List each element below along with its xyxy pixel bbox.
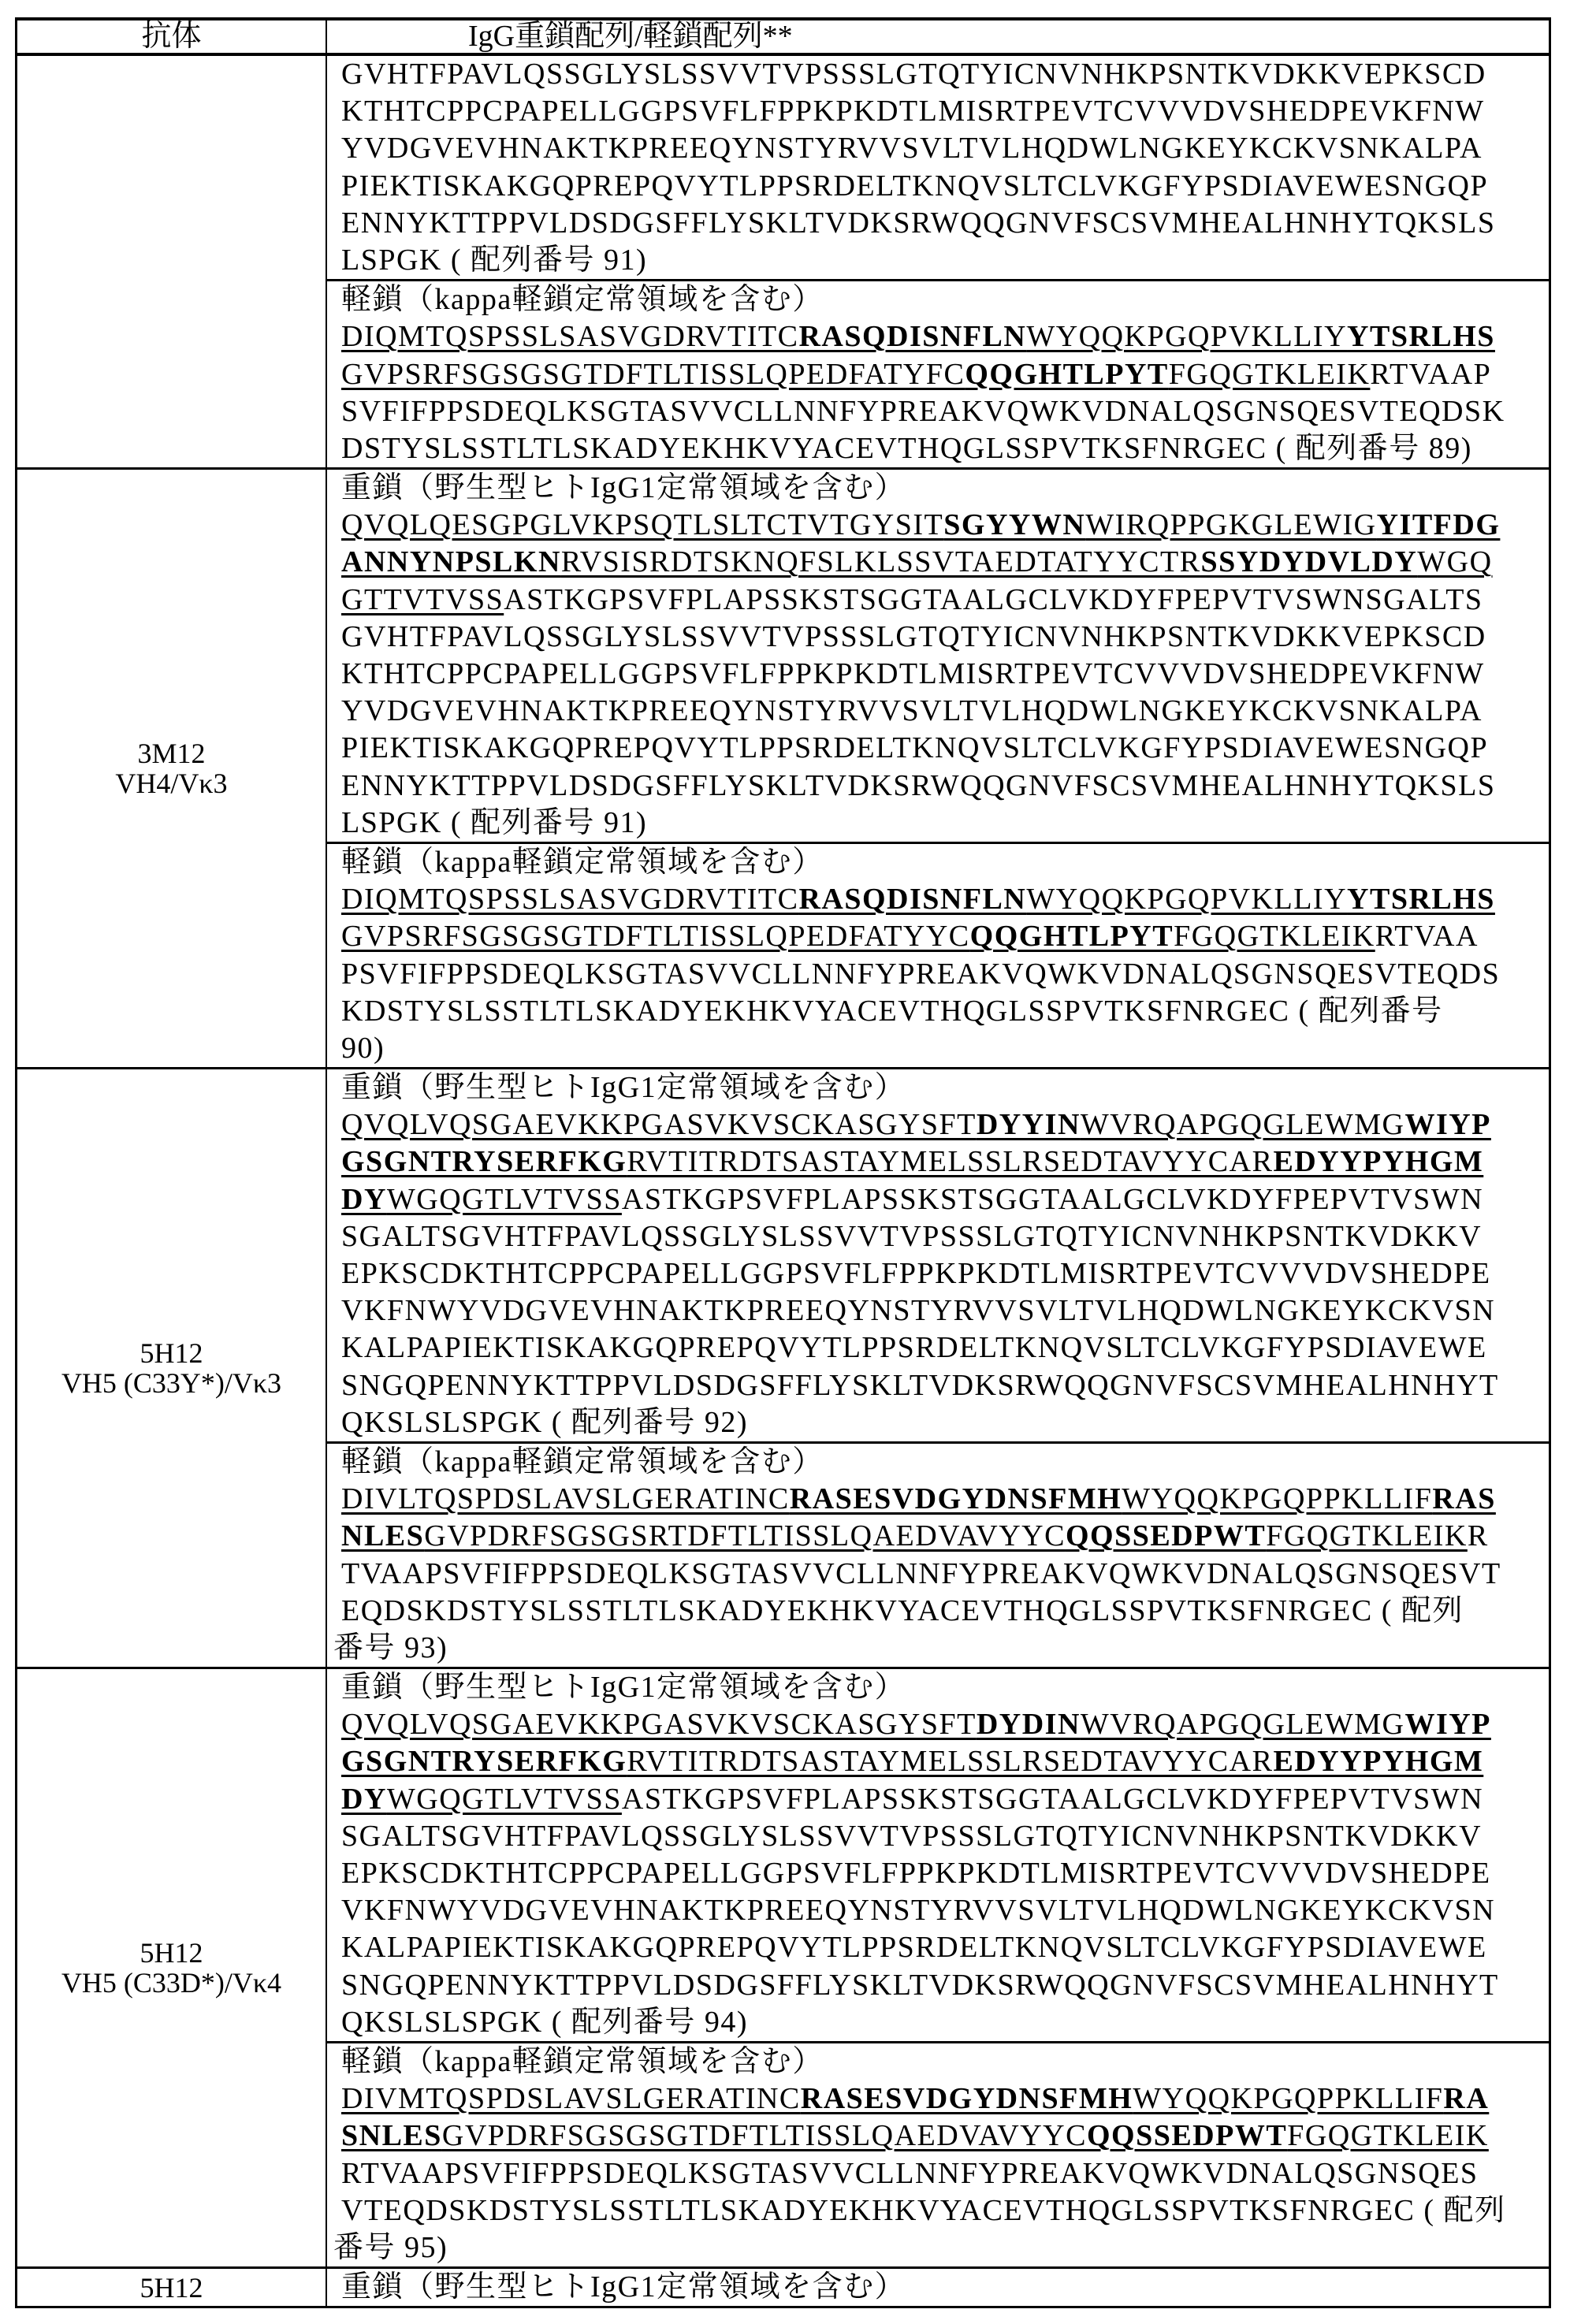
sequence-line [327, 2080, 1549, 2118]
sequence-line [327, 2004, 1549, 2041]
sequence-line [327, 1143, 1549, 1181]
variable-region-segment: WYQQKPGQPVKLLIY [1026, 320, 1348, 354]
sequence-line [327, 1481, 1549, 1518]
heavy-chain-section [327, 470, 1549, 842]
cdr-segment: DYDIN [976, 1708, 1081, 1742]
sequence-line [327, 1855, 1549, 1892]
sequence-cell [327, 56, 1549, 467]
sequence-text: YVDGVEVHNAKTKPREEQYNSTYRVVSVLTVLHQDWLNGKEYKCKVSNKALPA [341, 132, 1483, 165]
cdr-segment: DY [341, 1782, 387, 1816]
antibody-name: 3M12 [137, 738, 206, 770]
sequence-line [327, 805, 1549, 842]
section-label-text: 重鎖（野生型ヒトIgG1定常領域を含む） [341, 1671, 906, 1705]
section-label-text: 重鎖（野生型ヒトIgG1定常領域を含む） [341, 2270, 906, 2304]
sequence-line [327, 242, 1549, 279]
sequence-line [327, 619, 1549, 656]
antibody-variant: VH5 (C33D*)/Vκ4 [61, 1967, 282, 1999]
sequence-text: YVDGVEVHNAKTKPREEQYNSTYRVVSVLTVLHQDWLNGKEYKCKVSNKALPA [341, 694, 1483, 728]
section-label [327, 2043, 1549, 2080]
section-label [327, 1069, 1549, 1106]
table-row [17, 1667, 1549, 2266]
variable-region-segment: FGQGTKLEIK [1168, 357, 1371, 391]
antibody-name: 5H12 [140, 1337, 203, 1370]
sequence-line [327, 1404, 1549, 1441]
sequence-line [327, 1630, 1549, 1667]
sequence-line [327, 205, 1549, 242]
section-label-text: 軽鎖（kappa軽鎖定常領域を含む） [341, 283, 824, 317]
sequence-text: KALPAPIEKTISKAKGQPREPQVYTLPPSRDELTKNQVSLTCLVKGFYPSDIAVEWE [341, 1931, 1487, 1965]
sequence-text: RTVAAP [1370, 357, 1492, 391]
light-chain-section [327, 1441, 1549, 1667]
section-label-text: 軽鎖（kappa軽鎖定常領域を含む） [341, 2044, 824, 2078]
sequence-line [327, 1706, 1549, 1743]
variable-region-segment: GVPSRFSGSGSGTDFTLTISSLQPEDFATYFC [341, 357, 965, 391]
sequence-text: PSVFIFPPSDEQLKSGTASVVCLLNNFYPREAKVQWKVDNALQSGNSQESVTEQDS [341, 957, 1501, 991]
sequence-text: KALPAPIEKTISKAKGQPREPQVYTLPPSRDELTKNQVSLTCLVKGFYPSDIAVEWE [341, 1331, 1487, 1365]
sequence-text: QKSLSLSPGK ( 配列番号 92) [341, 1405, 749, 1439]
table-row [17, 1067, 1549, 1667]
cdr-segment: SGYYWN [943, 508, 1086, 542]
sequence-line [327, 1781, 1549, 1818]
heavy-chain-section [327, 56, 1549, 279]
sequence-line [327, 1255, 1549, 1292]
cdr-segment: GSGNTRYSERFKG [341, 1145, 627, 1179]
section-label [327, 2269, 1549, 2306]
heavy-chain-section [327, 1669, 1549, 2041]
antibody-cell [17, 2269, 327, 2306]
cdr-segment: DY [341, 1182, 387, 1216]
sequence-line [327, 693, 1549, 730]
sequence-text: SNGQPENNYKTTPPVLDSDGSFFLYSKLTVDKSRWQQGNVFSCSVMHEALHNHYT [341, 1368, 1499, 1402]
sequence-text: TVAAPSVFIFPPSDEQLKSGTASVVCLLNNFYPREAKVQWKVDNALQSGNSQESVT [341, 1556, 1501, 1590]
sequence-text: ASTKGPSVFPLAPSSKSTSGGTAALGCLVKDYFPEPVTVSWN [621, 1782, 1484, 1816]
variable-region-segment: GVPSRFSGSGSGTDFTLTISSLQPEDFATYYC [341, 920, 970, 954]
sequence-text: PIEKTISKAKGQPREPQVYTLPPSRDELTKNQVSLTCLVKGFYPSDIAVEWESNGQP [341, 731, 1489, 765]
section-label-text: 軽鎖（kappa軽鎖定常領域を含む） [341, 1445, 824, 1478]
sequence-text: VKFNWYVDGVEVHNAKTKPREEQYNSTYRVVSVLTVLHQDWLNGKEYKCKVSN [341, 1894, 1496, 1928]
sequence-text: GVHTFPAVLQSSGLYSLSSVVTVPSSSLGTQTYICNVNHKPSNTKVDKKVEPKSCD [341, 619, 1486, 653]
antibody-variant: VH5 (C33Y*)/Vκ3 [61, 1367, 282, 1400]
cdr-segment: QQGHTLPYT [965, 357, 1169, 391]
variable-region-segment: WVRQAPGQGLEWMG [1080, 1708, 1405, 1742]
section-label [327, 844, 1549, 881]
cdr-segment: RAS [1432, 1482, 1496, 1516]
variable-region-segment: WGQ [1417, 545, 1493, 579]
sequence-line [327, 318, 1549, 355]
section-label [327, 1669, 1549, 1706]
variable-region-segment: WGQGTLVTVSS [386, 1182, 622, 1216]
light-chain-section [327, 842, 1549, 1067]
table-row [17, 56, 1549, 467]
section-label-text: 重鎖（野生型ヒトIgG1定常領域を含む） [341, 471, 906, 505]
sequence-line [327, 730, 1549, 767]
sequence-text: SGALTSGVHTFPAVLQSSGLYSLSSVVTVPSSSLGTQTYICNVNHKPSNTKVDKKV [341, 1819, 1483, 1853]
sequence-text: PIEKTISKAKGQPREPQVYTLPPSRDELTKNQVSLTCLVKGFYPSDIAVEWESNGQP [341, 169, 1489, 203]
heavy-chain-section [327, 2269, 1549, 2306]
sequence-text: SVFIFPPSDEQLKSGTASVVCLLNNFYPREAKVQWKVDNALQSGNSQESVTEQDSK [341, 394, 1505, 428]
cdr-segment: WIYP [1404, 1108, 1491, 1142]
sequence-text: QKSLSLSPGK ( 配列番号 94) [341, 2005, 749, 2039]
sequence-text: KTHTCPPCPAPELLGGPSVFLFPPKPKDTLMISRTPEVTCVVVDVSHEDPEVKFNW [341, 95, 1485, 128]
sequence-line [327, 768, 1549, 805]
variable-region-segment: WVRQAPGQGLEWMG [1080, 1108, 1405, 1142]
antibody-variant: VH4/Vκ3 [115, 768, 228, 800]
sequence-text: LSPGK ( 配列番号 91) [341, 243, 648, 277]
cdr-segment: YTSRLHS [1347, 320, 1495, 354]
sequence-line [327, 430, 1549, 467]
table-row [17, 467, 1549, 1067]
variable-region-segment: WYQQKPGQPVKLLIY [1026, 883, 1348, 917]
section-label-text: 軽鎖（kappa軽鎖定常領域を含む） [341, 845, 824, 879]
sequence-line [327, 1106, 1549, 1143]
sequence-line [327, 1030, 1549, 1067]
sequence-text: RTVAA [1375, 920, 1479, 954]
variable-region-segment: GTTVTVSS [341, 582, 504, 616]
cdr-segment: EDYYPYHGM [1273, 1145, 1484, 1179]
variable-region-segment: WYQQKPGQPPKLLIF [1122, 1482, 1433, 1516]
variable-region-segment: DIQMTQSPSSLSASVGDRVTITC [341, 883, 799, 917]
variable-region-segment: RVTITRDTSASTAYMELSSLRSEDTAVYYCAR [627, 1145, 1274, 1179]
sequence-line [327, 956, 1549, 993]
sequence-line [327, 2155, 1549, 2192]
cdr-segment: ANNYNPSLKN [341, 545, 561, 579]
sequence-text: VKFNWYVDGVEVHNAKTKPREEQYNSTYRVVSVLTVLHQDWLNGKEYKCKVSN [341, 1294, 1496, 1328]
variable-region-segment: RVTITRDTSASTAYMELSSLRSEDTAVYYCAR [627, 1745, 1274, 1779]
sequence-text: 番号 95) [333, 2230, 448, 2264]
section-label-text: 重鎖（野生型ヒトIgG1定常領域を含む） [341, 1071, 906, 1105]
sequence-line [327, 1518, 1549, 1555]
sequence-text: EPKSCDKTHTCPPCPAPELLGGPSVFLFPPKPKDTLMISRTPEVTCVVVDVSHEDPE [341, 1257, 1491, 1290]
variable-region-segment: RVSISRDTSKNQFSLKLSSVTAEDTATYYCTR [560, 545, 1201, 579]
sequence-text: 番号 93) [333, 1631, 448, 1664]
sequence-line [327, 130, 1549, 167]
section-label [327, 470, 1549, 507]
sequence-line [327, 1329, 1549, 1367]
sequence-cell [327, 1669, 1549, 2266]
cdr-segment: WIYP [1404, 1708, 1491, 1742]
sequence-line [327, 1929, 1549, 1966]
sequence-cell [327, 1069, 1549, 1667]
variable-region-segment: FGQGTKLEIK [1287, 2119, 1489, 2153]
section-label [327, 1444, 1549, 1481]
sequence-line [327, 1556, 1549, 1593]
sequence-text: ASTKGPSVFPLAPSSKSTSGGTAALGCLVKDYFPEPVTVSWN [621, 1182, 1484, 1216]
cdr-segment: RASQDISNFLN [798, 883, 1027, 917]
antibody-cell [17, 56, 327, 467]
variable-region-segment: GVPDRFSGSGSGTDFTLTISSLQAEDVAVYYC [441, 2119, 1087, 2153]
sequence-text: RTVAAPSVFIFPPSDEQLKSGTASVVCLLNNFYPREAKVQWKVDNALQSGNSQES [341, 2156, 1479, 2190]
sequence-text: SNGQPENNYKTTPPVLDSDGSFFLYSKLTVDKSRWQQGNVFSCSVMHEALHNHYT [341, 1968, 1499, 2002]
sequence-line [327, 1892, 1549, 1929]
table-row [17, 2266, 1549, 2306]
sequence-text: SGALTSGVHTFPAVLQSSGLYSLSSVVTVPSSSLGTQTYICNVNHKPSNTKVDKKV [341, 1219, 1483, 1253]
variable-region-segment: FGQGTKLEIK [1174, 920, 1375, 954]
sequence-cell [327, 470, 1549, 1067]
sequence-text: EPKSCDKTHTCPPCPAPELLGGPSVFLFPPKPKDTLMISRTPEVTCVVVDVSHEDPE [341, 1857, 1491, 1890]
sequence-text: GVHTFPAVLQSSGLYSLSSVVTVPSSSLGTQTYICNVNHKPSNTKVDKKVEPKSCD [341, 58, 1486, 91]
variable-region-segment: QVQLVQSGAEVKKPGASVKVSCKASGYSFT [341, 1708, 977, 1742]
sequence-cell [327, 2269, 1549, 2306]
sequence-text: ENNYKTTPPVLDSDGSFFLYSKLTVDKSRWQQGNVFSCSVMHEALHNHYTQKSLS [341, 206, 1496, 240]
sequence-line [327, 507, 1549, 544]
cdr-segment: RASESVDGYDNSFMH [789, 1482, 1122, 1516]
sequence-line [327, 393, 1549, 430]
header-sequence: IgG重鎖配列/軽鎖配列** [468, 20, 793, 53]
sequence-text: R [1467, 1519, 1489, 1553]
sequence-line [327, 582, 1549, 619]
antibody-name: 5H12 [140, 2271, 203, 2304]
sequence-line [327, 356, 1549, 393]
cdr-segment: GSGNTRYSERFKG [341, 1745, 627, 1779]
cdr-segment: YITFDG [1376, 508, 1501, 542]
sequence-text: VTEQDSKDSTYSLSSTLTLSKADYEKHKVYACEVTHQGLSSPVTKSFNRGEC ( 配列 [341, 2193, 1506, 2227]
sequence-text: KTHTCPPCPAPELLGGPSVFLFPPKPKDTLMISRTPEVTCVVVDVSHEDPEVKFNW [341, 657, 1485, 690]
sequence-line [327, 2118, 1549, 2155]
sequence-text: LSPGK ( 配列番号 91) [341, 805, 648, 839]
variable-region-segment: QVQLVQSGAEVKKPGASVKVSCKASGYSFT [341, 1108, 977, 1142]
cdr-segment: QQGHTLPYT [969, 920, 1174, 954]
cdr-segment: SNLES [341, 2119, 442, 2153]
sequence-line [327, 93, 1549, 130]
sequence-line [327, 918, 1549, 955]
section-label [327, 281, 1549, 318]
cdr-segment: QQSSEDPWT [1065, 1519, 1267, 1553]
sequence-line [327, 168, 1549, 205]
antibody-cell [17, 470, 327, 1067]
sequence-line [327, 56, 1549, 93]
variable-region-segment: WYQQKPGQPPKLLIF [1133, 2082, 1444, 2116]
table-body [17, 56, 1549, 2306]
sequence-line [327, 1967, 1549, 2004]
cdr-segment: YTSRLHS [1347, 883, 1495, 917]
variable-region-segment: WGQGTLVTVSS [386, 1782, 622, 1816]
sequence-line [327, 1181, 1549, 1218]
variable-region-segment: DIVLTQSPDSLAVSLGERATINC [341, 1482, 790, 1516]
variable-region-segment: GVPDRFSGSGSRTDFTLTISSLQAEDVAVYYC [424, 1519, 1066, 1553]
cdr-segment: RASESVDGYDNSFMH [800, 2082, 1133, 2116]
header-antibody: 抗体 [17, 20, 327, 53]
sequence-line [327, 1818, 1549, 1855]
sequence-line [327, 2229, 1549, 2266]
sequence-line [327, 993, 1549, 1030]
sequence-line [327, 1292, 1549, 1329]
sequence-line [327, 1218, 1549, 1255]
cdr-segment: DYYIN [976, 1108, 1081, 1142]
sequence-line [327, 1367, 1549, 1404]
variable-region-segment: DIQMTQSPSSLSASVGDRVTITC [341, 320, 799, 354]
sequence-line [327, 656, 1549, 693]
sequence-line [327, 1593, 1549, 1630]
light-chain-section [327, 279, 1549, 467]
antibody-cell [17, 1069, 327, 1667]
sequence-line [327, 881, 1549, 918]
cdr-segment: RASQDISNFLN [798, 320, 1027, 354]
cdr-segment: RA [1443, 2082, 1490, 2116]
variable-region-segment: WIRQPPGKGLEWIG [1085, 508, 1377, 542]
sequence-line [327, 1743, 1549, 1780]
antibody-sequence-table [15, 17, 1551, 2308]
heavy-chain-section [327, 1069, 1549, 1441]
variable-region-segment: FGQGTKLEIK [1266, 1519, 1468, 1553]
sequence-text: 90) [341, 1031, 385, 1065]
antibody-cell [17, 1669, 327, 2266]
sequence-line [327, 544, 1549, 581]
light-chain-section [327, 2041, 1549, 2266]
sequence-text: ASTKGPSVFPLAPSSKSTSGGTAALGCLVKDYFPEPVTVSWNSGALTS [504, 582, 1483, 616]
sequence-text: DSTYSLSSTLTLSKADYEKHKVYACEVTHQGLSSPVTKSFNRGEC ( 配列番号 89) [341, 431, 1472, 465]
cdr-segment: QQSSEDPWT [1086, 2119, 1288, 2153]
table-header-row [17, 20, 1549, 56]
cdr-segment: SSYDYDVLDY [1200, 545, 1418, 579]
sequence-text: KDSTYSLSSTLTLSKADYEKHKVYACEVTHQGLSSPVTKSFNRGEC ( 配列番号 [341, 994, 1443, 1028]
sequence-line [327, 2192, 1549, 2229]
antibody-name: 5H12 [140, 1937, 203, 1969]
cdr-segment: EDYYPYHGM [1273, 1745, 1484, 1779]
variable-region-segment: DIVMTQSPDSLAVSLGERATINC [341, 2082, 801, 2116]
variable-region-segment: QVQLQESGPGLVKPSQTLSLTCTVTGYSIT [341, 508, 944, 542]
sequence-text: EQDSKDSTYSLSSTLTLSKADYEKHKVYACEVTHQGLSSPVTKSFNRGEC ( 配列 [341, 1593, 1464, 1627]
cdr-segment: NLES [341, 1519, 425, 1553]
sequence-text: ENNYKTTPPVLDSDGSFFLYSKLTVDKSRWQQGNVFSCSVMHEALHNHYTQKSLS [341, 768, 1496, 802]
